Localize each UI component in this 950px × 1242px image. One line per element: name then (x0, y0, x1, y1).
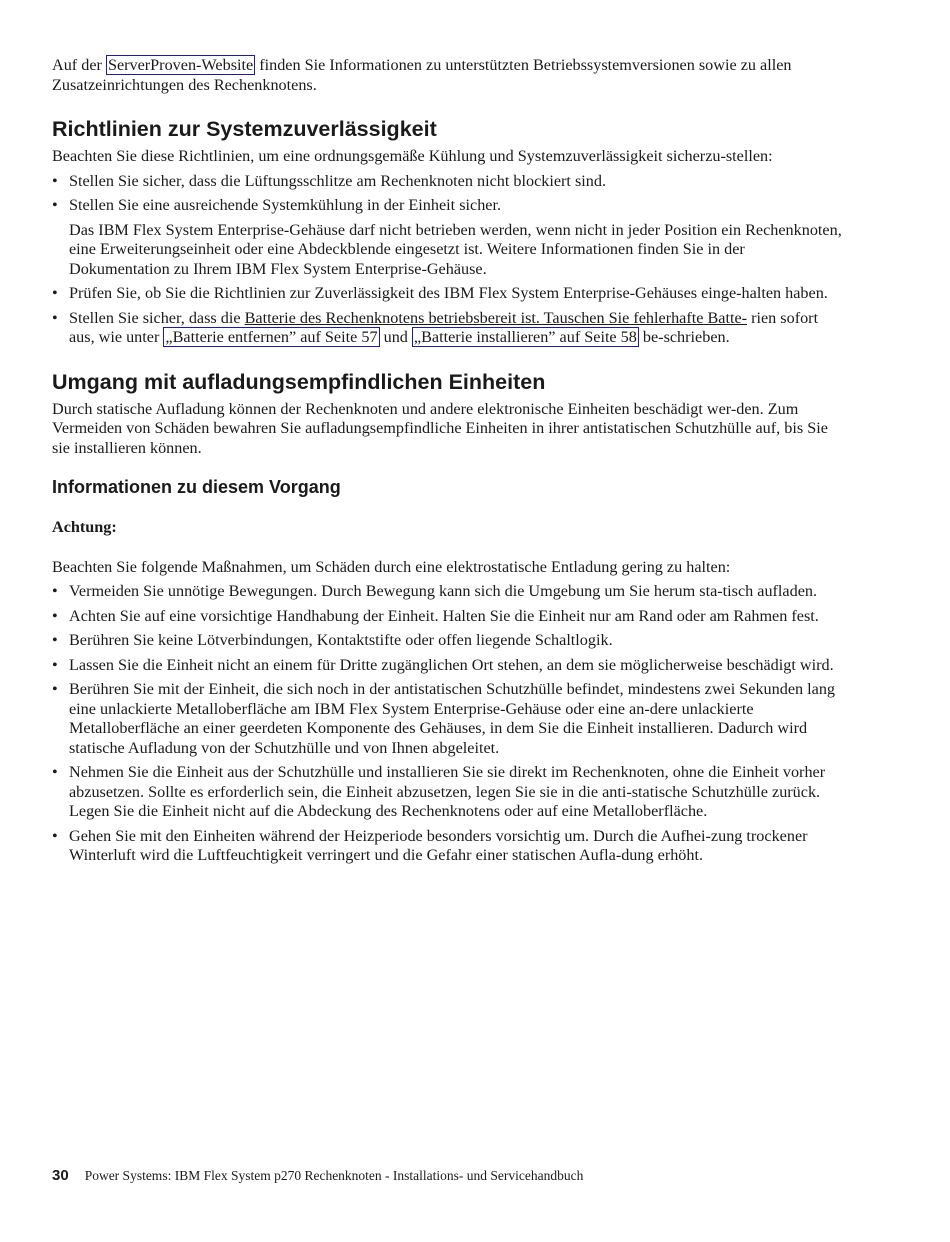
list-item-text: Stellen Sie sicher, dass die (69, 308, 245, 327)
page-footer (52, 1167, 583, 1184)
page-content (52, 56, 842, 866)
attention-label: Achtung: (52, 518, 117, 536)
section-heading-procedure-info: Informationen zu diesem Vorgang (52, 477, 341, 497)
list-item: • Berühren Sie mit der Einheit, die sich noch in der antistatischen Schutzhülle befindet, mindestens zwei Sekunden lang eine unlackierte Metalloberfläche am IBM Flex System Enterprise-Gehäuse oder eine an-dere unlackierte Metalloberfläche an einer geerdeten Komponente des Gehäuses, in dem Sie die Einheit installieren. Dadurch wird statische Aufladung von der Schutzhülle und von Ihnen abgeleitet. (52, 680, 842, 758)
list-item-battery (52, 309, 842, 348)
serverproven-link[interactable]: ServerProven-Website (107, 56, 254, 74)
intro-paragraph (52, 56, 842, 95)
battery-remove-link[interactable]: „Batterie entfernen” auf Seite 57 (165, 328, 378, 346)
esd-measures-lead: Beachten Sie folgende Maßnahmen, um Schäden durch eine elektrostatische Entladung gering zu halten: (52, 557, 731, 576)
list-item-text: und (379, 328, 412, 346)
list-item (52, 196, 842, 279)
list-item: • Gehen Sie mit den Einheiten während der Heizperiode besonders vorsichtig um. Durch die Aufhei-zung trockener Winterluft wird die Luftfeuchtigkeit verringert und die Gefahr einer statischen Aufla-dung erhöht. (52, 827, 842, 866)
page-number: 30 (52, 1167, 69, 1184)
esd-paragraph: Durch statische Aufladung können der Rechenknoten und andere elektronische Einheiten beschädigt wer-den. Zum Vermeiden von Schäden bewahren Sie aufladungsempfindliche Einheiten in ihrer antistatischen Schutzhülle auf, bis Sie sie installieren können. (52, 399, 828, 457)
footer-title: Power Systems: IBM Flex System p270 Rechenknoten - Installations- und Servicehandbuch (84, 1168, 584, 1183)
list-item: • Prüfen Sie, ob Sie die Richtlinien zur Zuverlässigkeit des IBM Flex System Enterprise-Gehäuses einge-halten haben. (52, 284, 842, 304)
list-item: • Vermeiden Sie unnötige Bewegungen. Durch Bewegung kann sich die Umgebung um Sie herum sta-tisch aufladen. (52, 582, 842, 602)
list-item-note: Das IBM Flex System Enterprise-Gehäuse darf nicht betrieben werden, wenn nicht in jeder Position ein Rechenknoten, eine Erweiterungseinheit oder eine Abdeckblende eingesetzt ist. Weitere Informationen finden Sie in der Dokumentation zu Ihrem IBM Flex System Enterprise-Gehäuse. (69, 220, 842, 278)
list-item: • Stellen Sie sicher, dass die Lüftungsschlitze am Rechenknoten nicht blockiert sind. (52, 172, 842, 192)
intro-text-before: Auf der (52, 56, 106, 74)
section-heading-esd: Umgang mit aufladungsempfindlichen Einheiten (52, 369, 546, 394)
list-item: • Berühren Sie keine Lötverbindungen, Kontaktstifte oder offen liegende Schaltlogik. (52, 631, 842, 651)
section-heading-reliability: Richtlinien zur Systemzuverlässigkeit (52, 117, 437, 141)
list-item: • Nehmen Sie die Einheit aus der Schutzhülle und installieren Sie sie direkt im Rechenknoten, ohne die Einheit vorher abzusetzen. Sollte es erforderlich sein, die Einheit abzusetzen, legen Sie sie in die anti-statische Schutzhülle zurück. Legen Sie die Einheit nicht auf die Abdeckung des Rechenknotens oder auf eine Metalloberfläche. (52, 763, 842, 822)
list-item-text: be-schrieben. (638, 328, 730, 346)
underlined-text: Batterie des Rechenknotens betriebsbereit ist. Tauschen Sie fehlerhafte Batte- (244, 308, 748, 327)
list-item-text: Stellen Sie eine ausreichende Systemkühlung in der Einheit sicher. (69, 196, 502, 214)
list-item-text: rien sofort aus, wie unter (69, 308, 819, 346)
reliability-lead: Beachten Sie diese Richtlinien, um eine ordnungsgemäße Kühlung und Systemzuverlässigkeit sicherzu-stellen: (52, 147, 773, 165)
battery-install-link[interactable]: „Batterie installieren” auf Seite 58 (413, 328, 637, 346)
esd-measures-list (52, 582, 842, 866)
intro-text-after: finden Sie Informationen zu unterstützten Betriebssystemversionen sowie zu allen Zusatzeinrichtungen des Rechenknotens. (52, 56, 792, 94)
list-item: • Achten Sie auf eine vorsichtige Handhabung der Einheit. Halten Sie die Einheit nur am Rand oder am Rahmen fest. (52, 607, 842, 627)
reliability-list (52, 172, 842, 348)
list-item: • Lassen Sie die Einheit nicht an einem für Dritte zugänglichen Ort stehen, an dem sie möglicherweise beschädigt wird. (52, 656, 842, 676)
